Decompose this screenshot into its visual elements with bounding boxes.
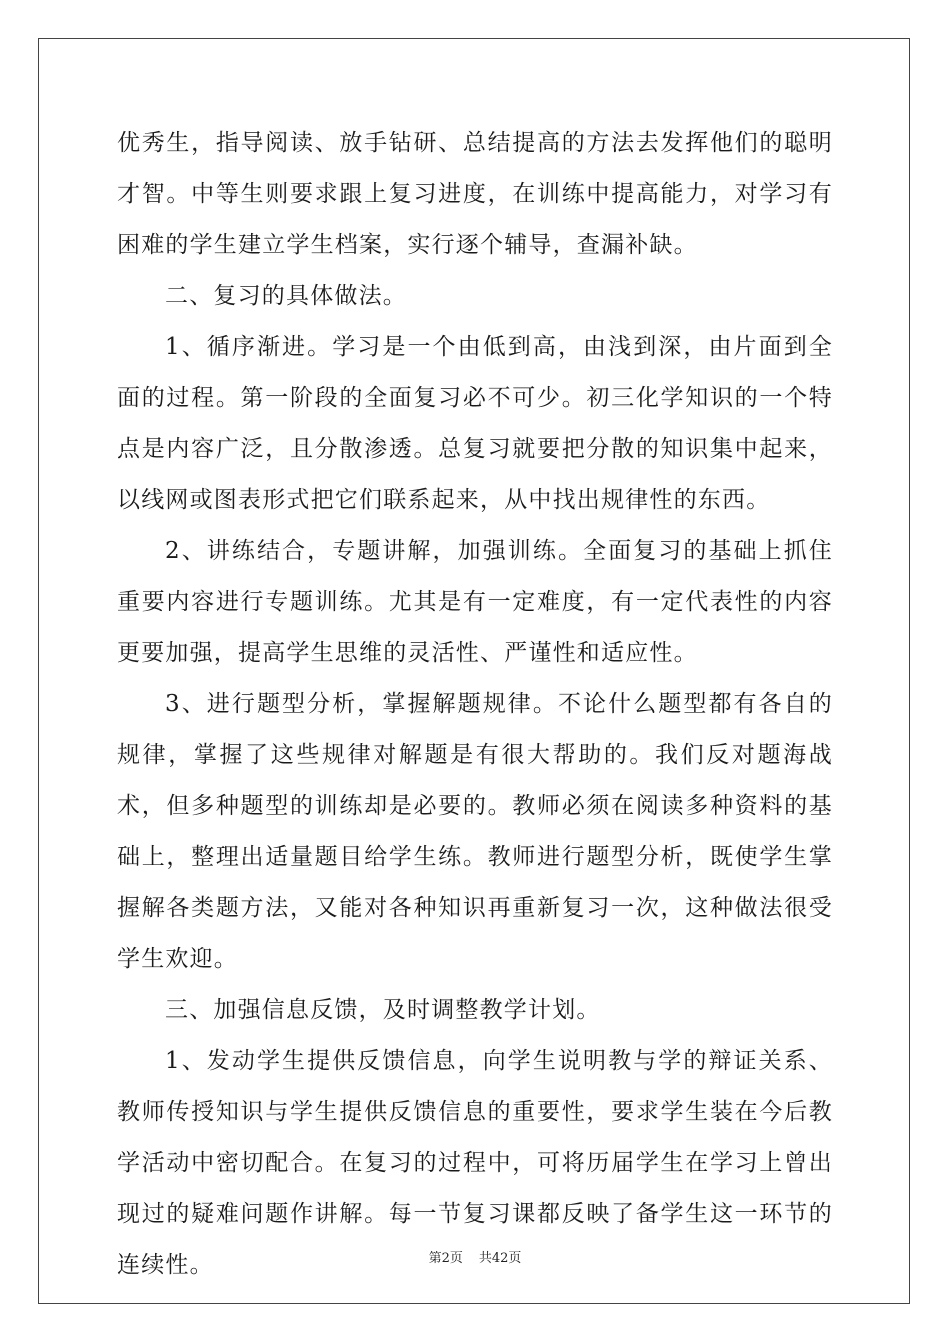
total-pages: 共42页 (478, 1251, 522, 1266)
paragraph: 1、发动学生提供反馈信息，向学生说明教与学的辩证关系、教师传授知识与学生提供反馈信息的重要性，要求学生装在今后教学活动中密切配合。在复习的过程中，可将历届学生在学习上曾出现过的疑难问题作讲解。每一节复习课都反映了备学生这一环节的连续性。 (117, 1048, 833, 1278)
paragraph: 优秀生，指导阅读、放手钻研、总结提高的方法去发挥他们的聪明才智。中等生则要求跟上复习进度，在训练中提高能力，对学习有困难的学生建立学生档案，实行逐个辅导，查漏补缺。 (117, 130, 833, 258)
paragraph: 3、进行题型分析，掌握解题规律。不论什么题型都有各自的规律，掌握了这些规律对解题是有很大帮助的。我们反对题海战术，但多种题型的训练却是必要的。教师必须在阅读多种资料的基础上，整理出适量题目给学生练。教师进行题型分析，既使学生掌握解各类题方法，又能对各种知识再重新复习一次，这种做法很受学生欢迎。 (117, 691, 833, 972)
paragraph: 1、循序渐进。学习是一个由低到高，由浅到深，由片面到全面的过程。第一阶段的全面复习必不可少。初三化学知识的一个特点是内容广泛，且分散渗透。总复习就要把分散的知识集中起来，以线网或图表形式把它们联系起来，从中找出规律性的东西。 (117, 334, 833, 513)
section-heading: 三、加强信息反馈，及时调整教学计划。 (165, 997, 601, 1023)
page-number: 第2页 (428, 1251, 463, 1266)
paragraph: 2、讲练结合，专题讲解，加强训练。全面复习的基础上抓住重要内容进行专题训练。尤其是有一定难度，有一定代表性的内容更要加强，提高学生思维的灵活性、严谨性和适应性。 (117, 538, 833, 666)
section-heading: 二、复习的具体做法。 (165, 283, 407, 309)
page-footer (0, 1247, 950, 1266)
document-body (117, 118, 833, 1291)
